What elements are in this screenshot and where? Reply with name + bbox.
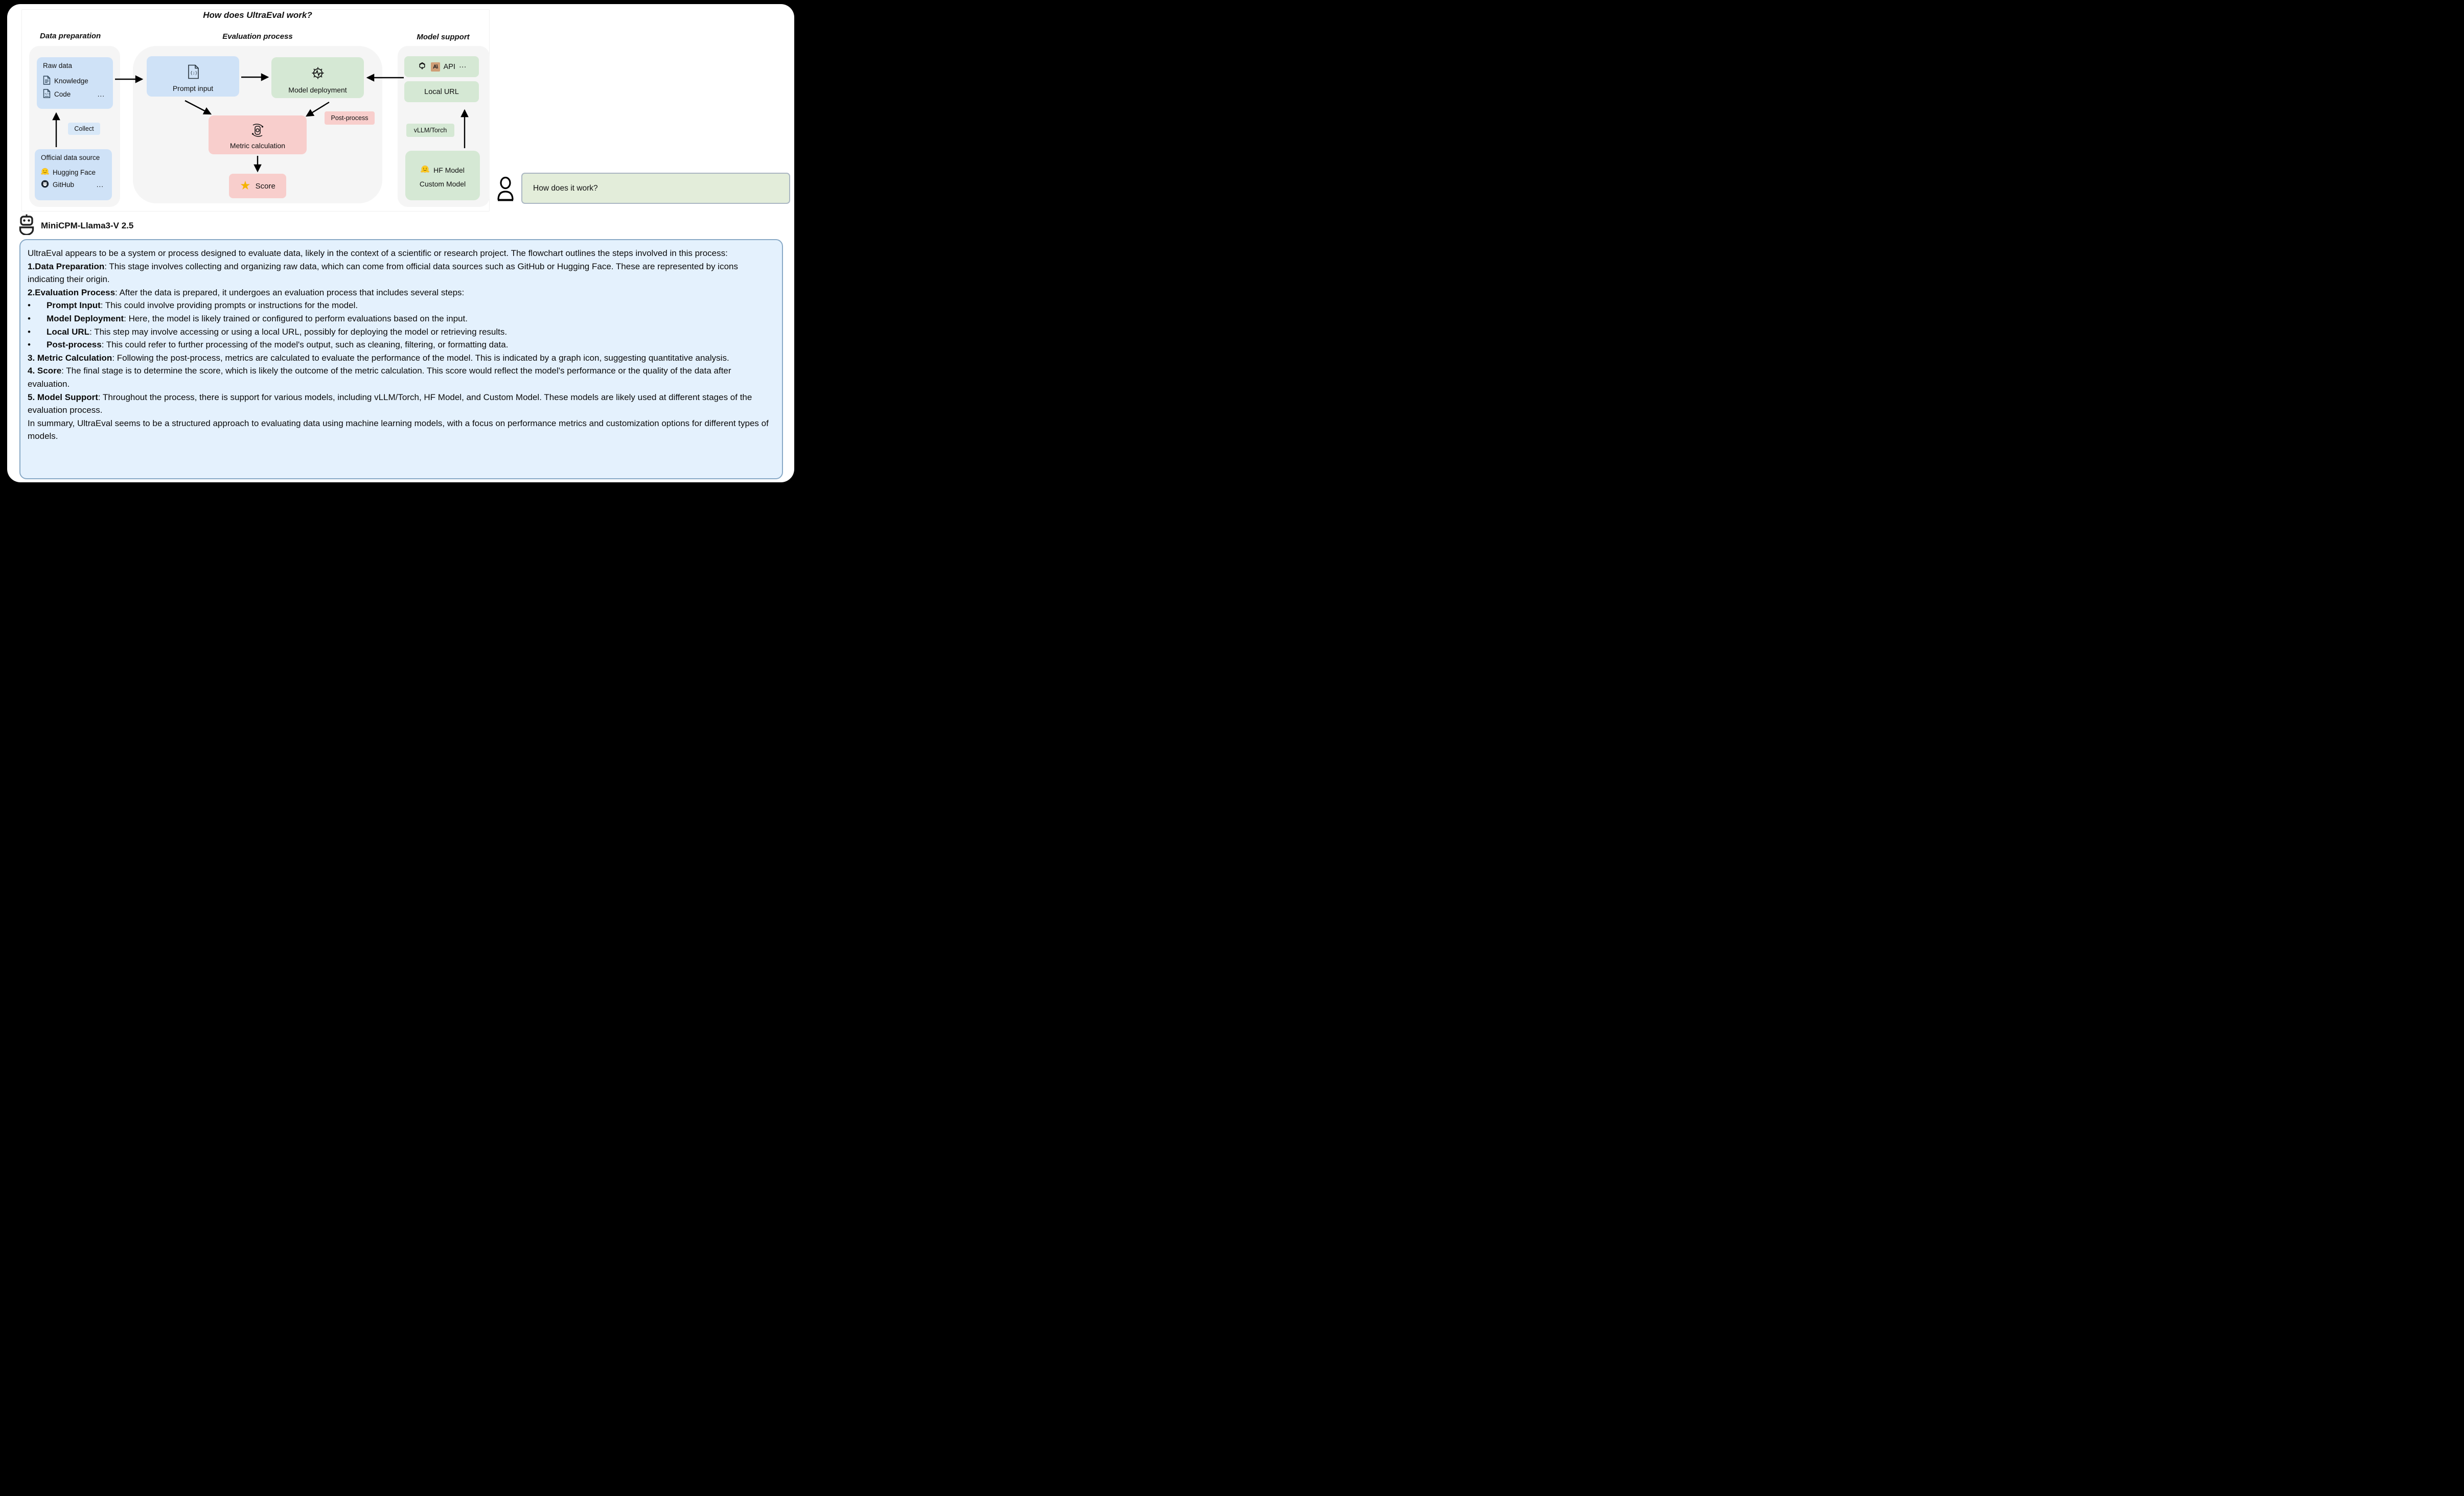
raw-data-item-knowledge <box>43 76 108 86</box>
hugging-face-icon <box>41 168 49 177</box>
official-source-item-label: Hugging Face <box>53 169 96 176</box>
score-box <box>229 174 286 198</box>
raw-data-item-label: Code <box>54 90 71 98</box>
custom-model-row <box>420 180 466 188</box>
bot-response-text <box>28 247 775 443</box>
bot-response-paragraph: In summary, UltraEval seems to be a structured approach to evaluating data using machine learning models, with a focus on performance metrics and customization options for different types of models. <box>28 418 769 441</box>
bot-response-paragraph: • Local URL: This step may involve accessing or using a local URL, possibly for deploying the model or retrieving results. <box>28 326 508 337</box>
bot-response-paragraph: 2.Evaluation Process: After the data is prepared, it undergoes an evaluation process that includes several steps: <box>28 287 465 297</box>
openai-icon <box>417 61 427 73</box>
raw-data-item-code <box>43 89 108 100</box>
post-process-label: Post-process <box>325 111 375 125</box>
official-source-title: Official data source <box>41 154 100 161</box>
model-deployment-box <box>271 57 364 98</box>
local-url-box: Local URL <box>404 81 479 102</box>
bot-response-bubble <box>19 239 783 479</box>
document-icon <box>43 76 51 86</box>
prompt-input-box <box>147 56 239 97</box>
bot-header <box>18 214 133 238</box>
raw-data-title: Raw data <box>43 62 73 69</box>
bot-response-paragraph: UltraEval appears to be a system or process designed to evaluate data, likely in the context of a scientific or research project. The flowchart outlines the steps involved in this process: <box>28 248 728 258</box>
metric-calculation-label: Metric calculation <box>229 142 286 150</box>
official-data-source-box <box>35 149 112 200</box>
hf-model-label: HF Model <box>433 166 465 174</box>
hf-custom-model-box <box>405 151 480 200</box>
vllm-torch-label: vLLM/Torch <box>406 124 454 137</box>
svg-text:{;}: {;} <box>190 71 197 75</box>
metric-calculation-box <box>209 115 307 154</box>
bot-response-paragraph: • Post-process: This could refer to further processing of the model's output, such as cleaning, filtering, or formatting data. <box>28 340 509 350</box>
svg-text:</>: </> <box>44 92 51 96</box>
user-icon <box>496 176 515 205</box>
bot-response-paragraph: 3. Metric Calculation: Following the post-process, metrics are calculated to evaluate the performance of the model. This is indicated by a graph icon, suggesting quantitative analysis. <box>28 353 729 363</box>
user-message-text: How does it work? <box>533 183 598 193</box>
raw-data-item-label: Knowledge <box>54 77 88 85</box>
bot-response-paragraph: 1.Data Preparation: This stage involves collecting and organizing raw data, which can come from official data sources such as GitHub or Hugging Face. These are represented by icons indicating their origin. <box>28 261 738 285</box>
hf-model-row <box>421 165 465 175</box>
api-box <box>404 56 479 77</box>
api-label: API <box>443 62 455 71</box>
collect-label: Collect <box>68 123 100 135</box>
custom-model-label: Custom Model <box>419 180 466 188</box>
bot-response-paragraph: • Prompt Input: This could involve providing prompts or instructions for the model. <box>28 300 358 311</box>
bot-name: MiniCPM-Llama3-V 2.5 <box>41 220 134 230</box>
raw-data-box <box>37 57 113 109</box>
model-deployment-label: Model deployment <box>288 86 347 94</box>
anthropic-icon: A\ <box>431 62 440 72</box>
bot-response-paragraph: 4. Score: The final stage is to determine the score, which is likely the outcome of the metric calculation. This score would reflect the model's performance or the quality of the data after evaluation. <box>28 366 731 389</box>
section-label-evaluation-process: Evaluation process <box>222 32 293 41</box>
ultraeval-flowchart <box>7 4 498 213</box>
prompt-input-label: Prompt input <box>172 84 214 92</box>
official-source-item-label: GitHub <box>53 181 75 189</box>
bot-response-paragraph: 5. Model Support: Throughout the process, there is support for various models, including vLLM/Torch, HF Model, and Custom Model. These models are likely used at different stages of the evaluation process. <box>28 392 752 415</box>
flowchart-title: How does UltraEval work? <box>203 10 312 20</box>
section-label-data-preparation: Data preparation <box>40 32 101 40</box>
official-source-item-huggingface <box>41 168 107 177</box>
score-label: Score <box>255 181 275 191</box>
section-label-model-support: Model support <box>417 33 470 41</box>
official-source-more: ... <box>96 181 104 189</box>
raw-data-more: ... <box>97 90 105 98</box>
github-icon <box>41 180 49 190</box>
code-file-icon <box>43 89 51 100</box>
hugging-face-icon <box>421 165 429 175</box>
official-source-item-github <box>41 180 107 190</box>
robot-icon <box>18 214 35 238</box>
prompt-file-icon <box>187 64 199 82</box>
api-more: ··· <box>458 62 467 71</box>
user-message-bubble <box>521 173 790 204</box>
bot-response-paragraph: • Model Deployment: Here, the model is likely trained or configured to perform evaluations based on the input. <box>28 313 468 323</box>
metric-atom-icon <box>250 123 265 140</box>
gear-pulse-icon <box>310 65 326 83</box>
star-icon: ★ <box>240 179 251 193</box>
app-card <box>7 4 794 482</box>
